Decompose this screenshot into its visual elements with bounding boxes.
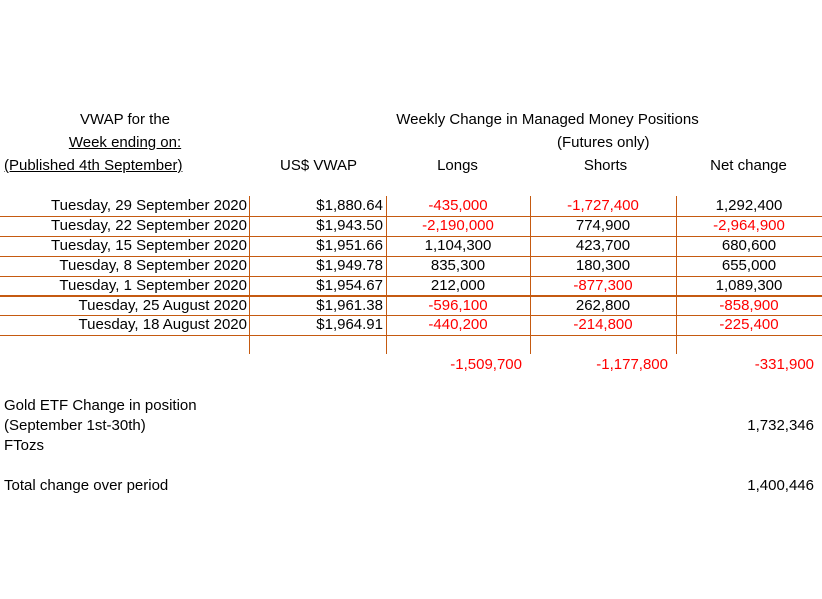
- row-shorts: 774,900: [575, 217, 631, 234]
- col-header-shorts: Shorts: [583, 157, 628, 174]
- row-net: 1,089,300: [715, 277, 783, 294]
- row-vwap: $1,880.64: [316, 197, 383, 214]
- col-header-vwap: US$ VWAP: [280, 157, 357, 174]
- etf-label-line2: (September 1st-30th): [4, 417, 146, 434]
- row-date: Tuesday, 15 September 2020: [51, 237, 247, 254]
- row-vwap: $1,949.78: [316, 257, 383, 274]
- vwap-heading-line1: VWAP for the: [79, 111, 171, 128]
- row-date: Tuesday, 22 September 2020: [51, 217, 247, 234]
- row-date: Tuesday, 29 September 2020: [51, 197, 247, 214]
- row-longs: -2,190,000: [422, 217, 494, 234]
- row-longs: -596,100: [428, 297, 488, 314]
- total-shorts: -1,177,800: [596, 356, 668, 373]
- total-change-label: Total change over period: [4, 477, 169, 494]
- row-net: 655,000: [721, 257, 777, 274]
- row-date: Tuesday, 8 September 2020: [59, 257, 247, 274]
- etf-label-line1: Gold ETF Change in position: [4, 397, 197, 414]
- total-longs: -1,509,700: [450, 356, 522, 373]
- row-vwap: $1,954.67: [316, 277, 383, 294]
- row-vwap: $1,943.50: [316, 217, 383, 234]
- row-net: 680,600: [721, 237, 777, 254]
- total-net: -331,900: [754, 356, 814, 373]
- weekly-change-title: Weekly Change in Managed Money Positions: [396, 111, 699, 128]
- row-net: 1,292,400: [715, 197, 783, 214]
- row-net: -2,964,900: [713, 217, 785, 234]
- row-vwap: $1,961.38: [316, 297, 383, 314]
- row-longs: 835,300: [430, 257, 486, 274]
- vwap-heading-line2: Week ending on:: [68, 134, 182, 151]
- etf-label-line3: FTozs: [4, 437, 45, 454]
- row-vwap: $1,951.66: [316, 237, 383, 254]
- row-date: Tuesday, 25 August 2020: [78, 297, 247, 314]
- row-shorts: 262,800: [575, 297, 631, 314]
- total-change-value: 1,400,446: [747, 477, 814, 494]
- row-net: -225,400: [719, 316, 779, 333]
- row-shorts: -877,300: [573, 277, 633, 294]
- row-net: -858,900: [719, 297, 779, 314]
- col-header-net-change: Net change: [710, 157, 787, 174]
- row-date: Tuesday, 18 August 2020: [78, 316, 247, 333]
- row-longs: 1,104,300: [424, 237, 492, 254]
- row-shorts: 423,700: [575, 237, 631, 254]
- col-header-longs: Longs: [437, 157, 478, 174]
- etf-value: 1,732,346: [747, 417, 814, 434]
- row-shorts: 180,300: [575, 257, 631, 274]
- row-longs: -435,000: [428, 197, 488, 214]
- row-longs: 212,000: [430, 277, 486, 294]
- vwap-heading-line3: (Published 4th September): [4, 157, 183, 174]
- row-shorts: -1,727,400: [567, 197, 639, 214]
- row-vwap: $1,964.91: [316, 316, 383, 333]
- row-longs: -440,200: [428, 316, 488, 333]
- futures-only-label: (Futures only): [557, 134, 650, 151]
- row-shorts: -214,800: [573, 316, 633, 333]
- row-date: Tuesday, 1 September 2020: [59, 277, 247, 294]
